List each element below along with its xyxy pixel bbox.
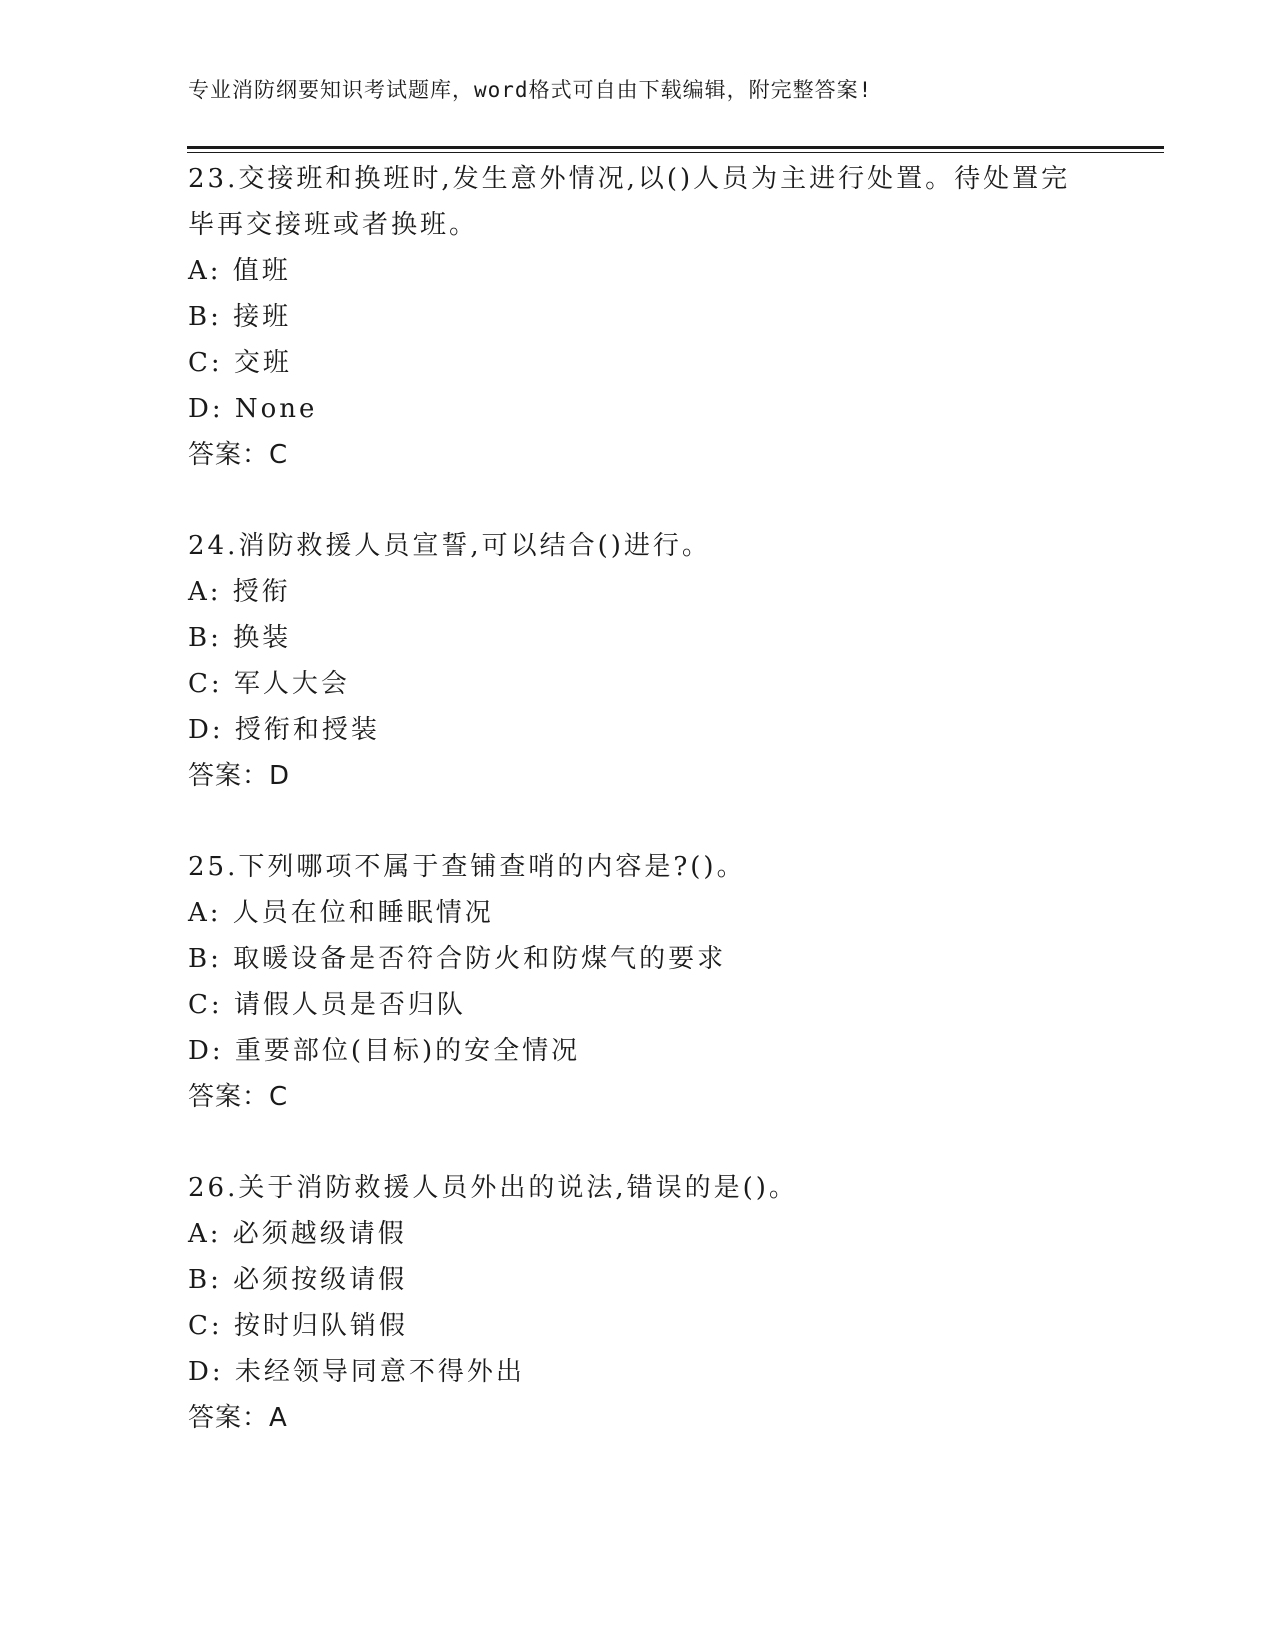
- answer: 答案：C: [188, 440, 289, 470]
- question-26: [188, 1165, 1088, 1441]
- option-a: A: 必须越级请假: [188, 1219, 407, 1249]
- question-25: [188, 844, 1088, 1120]
- question-stem: 26.关于消防救援人员外出的说法,错误的是()。: [188, 1173, 798, 1203]
- question-list: [188, 156, 1088, 1486]
- option-a: A: 人员在位和睡眠情况: [188, 898, 494, 928]
- option-a: A: 授衔: [188, 577, 291, 607]
- option-b: B: 必须按级请假: [188, 1265, 408, 1295]
- option-c: C: 请假人员是否归队: [188, 990, 466, 1020]
- page-header: 专业消防纲要知识考试题库，word格式可自由下载编辑，附完整答案!: [188, 78, 873, 102]
- option-d: D: None: [188, 394, 318, 424]
- option-c: C: 交班: [188, 348, 292, 378]
- header-rule: [187, 146, 1164, 149]
- answer: 答案：D: [188, 761, 291, 791]
- option-c: C: 军人大会: [188, 669, 350, 699]
- question-stem: 23.交接班和换班时,发生意外情况,以()人员为主进行处置。待处置完: [188, 164, 1071, 194]
- question-24: [188, 523, 1088, 799]
- question-stem: 24.消防救援人员宣誓,可以结合()进行。: [188, 531, 711, 561]
- option-a: A: 值班: [188, 256, 291, 286]
- question-stem: 25.下列哪项不属于查铺查哨的内容是?()。: [188, 852, 746, 882]
- option-b: B: 接班: [188, 302, 292, 332]
- option-c: C: 按时归队销假: [188, 1311, 408, 1341]
- option-b: B: 换装: [188, 623, 292, 653]
- option-d: D: 未经领导同意不得外出: [188, 1357, 525, 1387]
- question-stem: 毕再交接班或者换班。: [188, 210, 479, 240]
- option-d: D: 授衔和授装: [188, 715, 380, 745]
- option-d: D: 重要部位(目标)的安全情况: [188, 1036, 581, 1066]
- answer: 答案：C: [188, 1082, 289, 1112]
- header-rule-thin: [187, 152, 1164, 153]
- question-23: [188, 156, 1088, 478]
- option-b: B: 取暖设备是否符合防火和防煤气的要求: [188, 944, 727, 974]
- answer: 答案：A: [188, 1403, 288, 1433]
